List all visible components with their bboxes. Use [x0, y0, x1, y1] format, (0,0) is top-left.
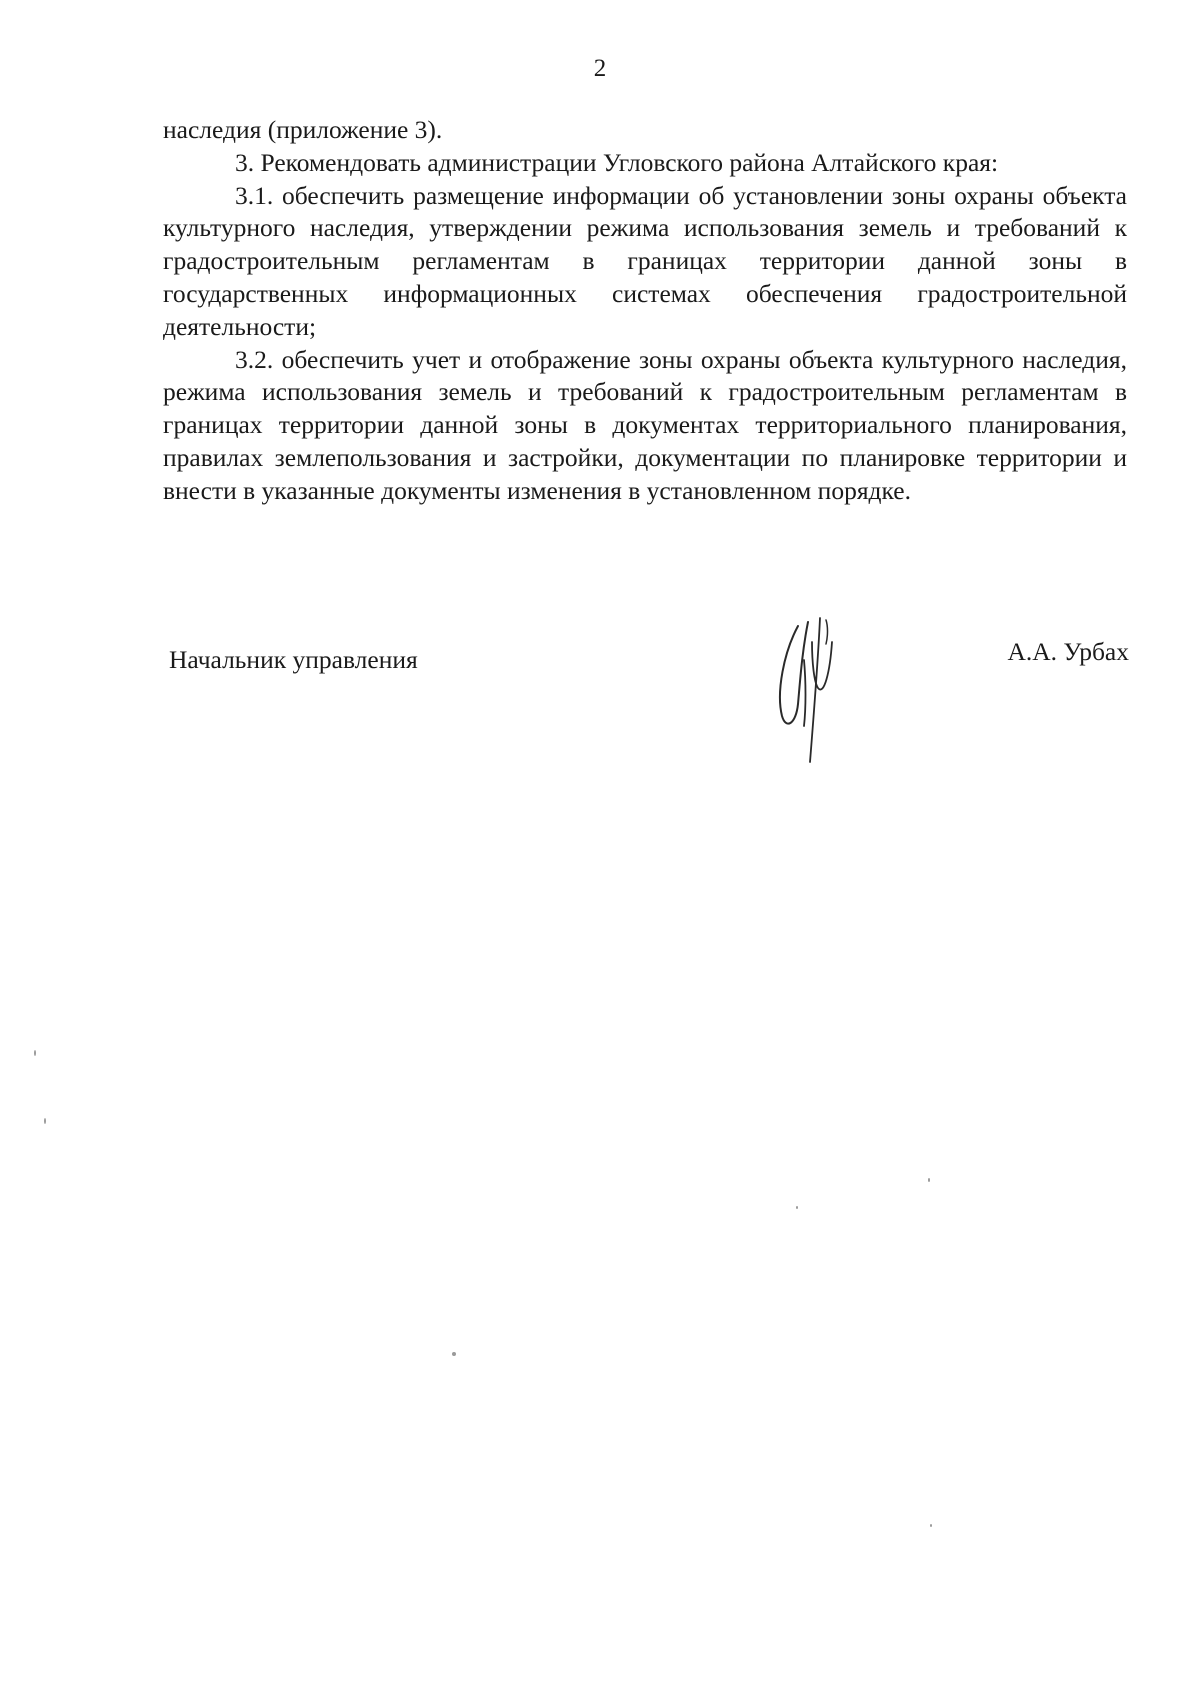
signer-name: А.А. Урбах	[1007, 637, 1129, 666]
scan-speck	[930, 1524, 932, 1527]
document-body	[163, 114, 1127, 508]
paragraph-item-3: 3. Рекомендовать администрации Угловского района Алтайского края:	[235, 147, 999, 177]
paragraph-item-3-1: 3.1. обеспечить размещение информации об установлении зоны охраны объекта культурного наследия, утверждении режима использования земель и требований к градостроительным регламентам в границах территории данной зоны в государственных информационных системах обеспечения градостроительной деятельности;	[163, 180, 1127, 341]
handwritten-signature	[768, 612, 848, 772]
paragraph-item-3-2: 3.2. обеспечить учет и отображение зоны охраны объекта культурного наследия, режима использования земель и требований к градостроительным регламентам в границах территории данной зоны в документах территориального планирования, правилах землепользования и застройки, документации по планировке территории и внести в указанные документы изменения в установленном порядке.	[163, 344, 1127, 505]
signature-block	[163, 637, 1129, 760]
scan-speck	[796, 1206, 798, 1209]
page-number: 2	[593, 55, 607, 82]
scan-speck	[34, 1050, 36, 1056]
paragraph-continuation: наследия (приложение 3).	[163, 115, 443, 144]
scan-speck	[452, 1352, 456, 1356]
signer-position: Начальник управления	[169, 645, 418, 674]
scan-speck	[928, 1178, 930, 1182]
scan-speck	[44, 1118, 46, 1124]
